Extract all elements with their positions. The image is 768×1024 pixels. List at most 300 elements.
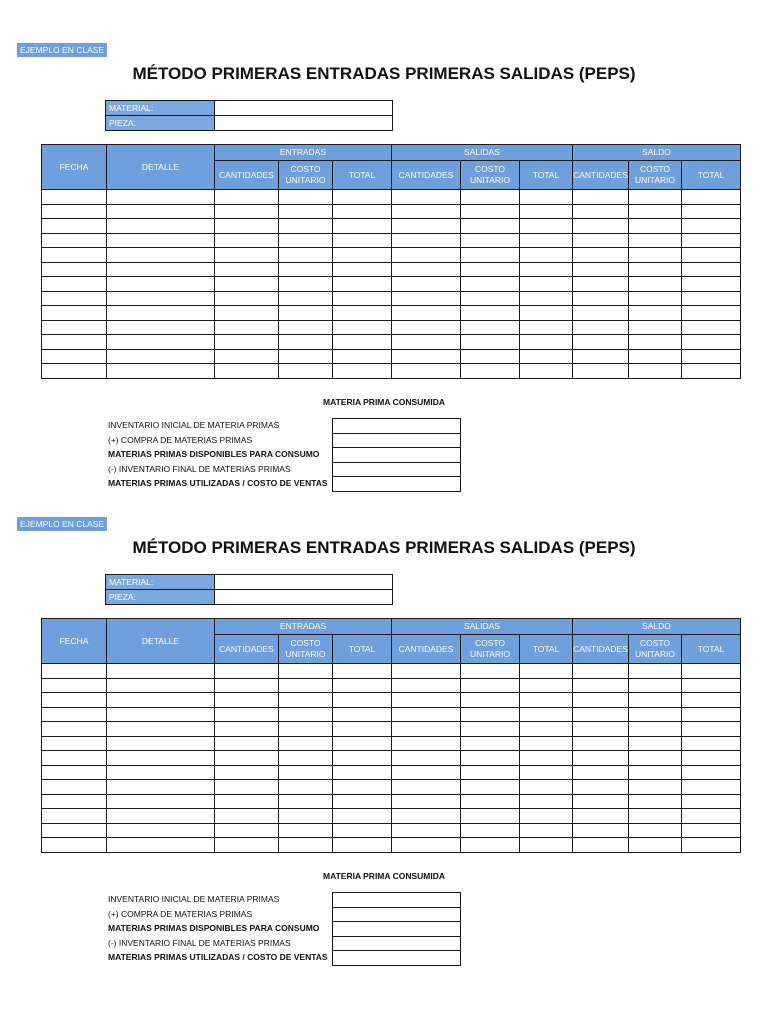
kardex-cell[interactable] — [333, 190, 392, 205]
kardex-cell[interactable] — [279, 364, 333, 379]
kardex-cell[interactable] — [215, 248, 279, 263]
kardex-cell[interactable] — [215, 349, 279, 364]
kardex-cell[interactable] — [279, 233, 333, 248]
kardex-cell[interactable] — [107, 794, 215, 809]
kardex-cell[interactable] — [279, 664, 333, 679]
kardex-cell[interactable] — [461, 751, 520, 766]
kardex-cell[interactable] — [682, 722, 741, 737]
kardex-cell[interactable] — [573, 349, 629, 364]
kardex-cell[interactable] — [629, 722, 682, 737]
kardex-cell[interactable] — [279, 349, 333, 364]
kardex-cell[interactable] — [215, 736, 279, 751]
kardex-cell[interactable] — [333, 707, 392, 722]
kardex-cell[interactable] — [392, 823, 461, 838]
kardex-cell[interactable] — [520, 809, 573, 824]
kardex-cell[interactable] — [629, 219, 682, 234]
kardex-cell[interactable] — [461, 736, 520, 751]
kardex-cell[interactable] — [42, 707, 107, 722]
kardex-cell[interactable] — [107, 364, 215, 379]
kardex-cell[interactable] — [215, 823, 279, 838]
kardex-cell[interactable] — [42, 306, 107, 321]
kardex-cell[interactable] — [629, 306, 682, 321]
kardex-cell[interactable] — [392, 838, 461, 853]
kardex-cell[interactable] — [279, 765, 333, 780]
kardex-cell[interactable] — [42, 364, 107, 379]
kardex-cell[interactable] — [629, 765, 682, 780]
kardex-cell[interactable] — [107, 678, 215, 693]
kardex-cell[interactable] — [333, 364, 392, 379]
kardex-cell[interactable] — [42, 190, 107, 205]
kardex-cell[interactable] — [520, 320, 573, 335]
kardex-cell[interactable] — [333, 823, 392, 838]
kardex-cell[interactable] — [573, 707, 629, 722]
kardex-cell[interactable] — [629, 277, 682, 292]
kardex-cell[interactable] — [333, 204, 392, 219]
pieza-input[interactable] — [215, 116, 393, 131]
kardex-cell[interactable] — [629, 291, 682, 306]
kardex-cell[interactable] — [392, 751, 461, 766]
kardex-cell[interactable] — [42, 233, 107, 248]
kardex-cell[interactable] — [461, 335, 520, 350]
kardex-cell[interactable] — [215, 838, 279, 853]
kardex-cell[interactable] — [520, 838, 573, 853]
kardex-cell[interactable] — [682, 809, 741, 824]
kardex-cell[interactable] — [392, 780, 461, 795]
kardex-cell[interactable] — [520, 219, 573, 234]
kardex-cell[interactable] — [333, 219, 392, 234]
kardex-cell[interactable] — [573, 765, 629, 780]
kardex-cell[interactable] — [682, 751, 741, 766]
kardex-cell[interactable] — [279, 335, 333, 350]
kardex-cell[interactable] — [42, 204, 107, 219]
kardex-cell[interactable] — [461, 794, 520, 809]
kardex-cell[interactable] — [520, 204, 573, 219]
kardex-cell[interactable] — [215, 335, 279, 350]
kardex-cell[interactable] — [279, 320, 333, 335]
kardex-cell[interactable] — [461, 823, 520, 838]
kardex-cell[interactable] — [520, 664, 573, 679]
kardex-cell[interactable] — [520, 823, 573, 838]
kardex-cell[interactable] — [629, 809, 682, 824]
kardex-cell[interactable] — [333, 736, 392, 751]
kardex-cell[interactable] — [333, 765, 392, 780]
kardex-cell[interactable] — [42, 722, 107, 737]
kardex-cell[interactable] — [279, 794, 333, 809]
kardex-cell[interactable] — [682, 277, 741, 292]
kardex-cell[interactable] — [629, 364, 682, 379]
kardex-cell[interactable] — [461, 693, 520, 708]
kardex-cell[interactable] — [461, 277, 520, 292]
kardex-cell[interactable] — [107, 219, 215, 234]
kardex-cell[interactable] — [107, 693, 215, 708]
kardex-cell[interactable] — [682, 248, 741, 263]
kardex-cell[interactable] — [520, 349, 573, 364]
kardex-cell[interactable] — [107, 335, 215, 350]
kardex-cell[interactable] — [629, 838, 682, 853]
kardex-cell[interactable] — [107, 736, 215, 751]
mpc-input-inventario-inicial[interactable] — [332, 418, 461, 434]
kardex-cell[interactable] — [682, 306, 741, 321]
kardex-cell[interactable] — [520, 335, 573, 350]
kardex-cell[interactable] — [682, 794, 741, 809]
kardex-cell[interactable] — [392, 794, 461, 809]
kardex-cell[interactable] — [573, 794, 629, 809]
kardex-cell[interactable] — [279, 291, 333, 306]
kardex-cell[interactable] — [682, 349, 741, 364]
mpc-input-disponibles[interactable] — [332, 921, 461, 937]
kardex-cell[interactable] — [42, 678, 107, 693]
kardex-cell[interactable] — [392, 320, 461, 335]
kardex-cell[interactable] — [333, 262, 392, 277]
kardex-cell[interactable] — [107, 248, 215, 263]
kardex-cell[interactable] — [629, 823, 682, 838]
kardex-cell[interactable] — [520, 765, 573, 780]
kardex-cell[interactable] — [573, 838, 629, 853]
kardex-cell[interactable] — [279, 190, 333, 205]
kardex-cell[interactable] — [279, 248, 333, 263]
kardex-cell[interactable] — [42, 248, 107, 263]
kardex-cell[interactable] — [461, 722, 520, 737]
kardex-cell[interactable] — [42, 262, 107, 277]
kardex-cell[interactable] — [629, 780, 682, 795]
material-input[interactable] — [215, 101, 393, 116]
kardex-cell[interactable] — [279, 262, 333, 277]
kardex-cell[interactable] — [629, 693, 682, 708]
kardex-cell[interactable] — [107, 262, 215, 277]
kardex-cell[interactable] — [682, 190, 741, 205]
kardex-cell[interactable] — [107, 306, 215, 321]
kardex-cell[interactable] — [461, 707, 520, 722]
kardex-cell[interactable] — [520, 693, 573, 708]
kardex-cell[interactable] — [682, 364, 741, 379]
kardex-cell[interactable] — [215, 262, 279, 277]
kardex-cell[interactable] — [573, 678, 629, 693]
kardex-cell[interactable] — [629, 751, 682, 766]
kardex-cell[interactable] — [573, 306, 629, 321]
kardex-cell[interactable] — [461, 349, 520, 364]
kardex-cell[interactable] — [42, 765, 107, 780]
kardex-cell[interactable] — [215, 277, 279, 292]
kardex-cell[interactable] — [520, 262, 573, 277]
kardex-cell[interactable] — [107, 809, 215, 824]
kardex-cell[interactable] — [215, 707, 279, 722]
kardex-cell[interactable] — [107, 838, 215, 853]
kardex-cell[interactable] — [392, 306, 461, 321]
kardex-cell[interactable] — [42, 809, 107, 824]
kardex-cell[interactable] — [520, 291, 573, 306]
kardex-cell[interactable] — [333, 664, 392, 679]
kardex-cell[interactable] — [682, 765, 741, 780]
kardex-cell[interactable] — [682, 233, 741, 248]
kardex-cell[interactable] — [279, 780, 333, 795]
kardex-cell[interactable] — [333, 794, 392, 809]
kardex-cell[interactable] — [520, 306, 573, 321]
kardex-cell[interactable] — [107, 707, 215, 722]
kardex-cell[interactable] — [392, 765, 461, 780]
kardex-cell[interactable] — [520, 794, 573, 809]
kardex-cell[interactable] — [461, 262, 520, 277]
kardex-cell[interactable] — [392, 277, 461, 292]
kardex-cell[interactable] — [629, 349, 682, 364]
kardex-cell[interactable] — [279, 722, 333, 737]
kardex-cell[interactable] — [461, 320, 520, 335]
kardex-cell[interactable] — [629, 204, 682, 219]
kardex-cell[interactable] — [629, 707, 682, 722]
kardex-cell[interactable] — [107, 277, 215, 292]
kardex-cell[interactable] — [629, 233, 682, 248]
kardex-cell[interactable] — [215, 320, 279, 335]
kardex-cell[interactable] — [215, 291, 279, 306]
kardex-cell[interactable] — [629, 736, 682, 751]
kardex-cell[interactable] — [107, 722, 215, 737]
kardex-cell[interactable] — [392, 364, 461, 379]
kardex-cell[interactable] — [461, 248, 520, 263]
kardex-cell[interactable] — [107, 765, 215, 780]
kardex-cell[interactable] — [42, 780, 107, 795]
kardex-cell[interactable] — [215, 664, 279, 679]
kardex-cell[interactable] — [682, 707, 741, 722]
kardex-cell[interactable] — [573, 262, 629, 277]
kardex-cell[interactable] — [215, 780, 279, 795]
kardex-cell[interactable] — [682, 262, 741, 277]
kardex-cell[interactable] — [392, 233, 461, 248]
kardex-cell[interactable] — [461, 678, 520, 693]
kardex-cell[interactable] — [392, 335, 461, 350]
kardex-cell[interactable] — [573, 204, 629, 219]
kardex-cell[interactable] — [42, 838, 107, 853]
kardex-cell[interactable] — [520, 277, 573, 292]
kardex-cell[interactable] — [333, 678, 392, 693]
kardex-cell[interactable] — [215, 306, 279, 321]
kardex-cell[interactable] — [333, 335, 392, 350]
kardex-cell[interactable] — [333, 722, 392, 737]
kardex-cell[interactable] — [573, 219, 629, 234]
kardex-cell[interactable] — [682, 204, 741, 219]
kardex-cell[interactable] — [573, 722, 629, 737]
kardex-cell[interactable] — [333, 291, 392, 306]
kardex-cell[interactable] — [279, 823, 333, 838]
kardex-cell[interactable] — [392, 262, 461, 277]
kardex-cell[interactable] — [573, 190, 629, 205]
kardex-cell[interactable] — [107, 204, 215, 219]
kardex-cell[interactable] — [573, 736, 629, 751]
kardex-cell[interactable] — [279, 678, 333, 693]
kardex-cell[interactable] — [392, 190, 461, 205]
kardex-cell[interactable] — [629, 678, 682, 693]
kardex-cell[interactable] — [392, 219, 461, 234]
kardex-cell[interactable] — [392, 664, 461, 679]
kardex-cell[interactable] — [682, 291, 741, 306]
kardex-cell[interactable] — [215, 751, 279, 766]
kardex-cell[interactable] — [461, 233, 520, 248]
kardex-cell[interactable] — [279, 219, 333, 234]
kardex-cell[interactable] — [392, 678, 461, 693]
kardex-cell[interactable] — [573, 664, 629, 679]
kardex-cell[interactable] — [215, 190, 279, 205]
pieza-input[interactable] — [215, 590, 393, 605]
kardex-cell[interactable] — [573, 823, 629, 838]
kardex-cell[interactable] — [461, 664, 520, 679]
kardex-cell[interactable] — [42, 751, 107, 766]
kardex-cell[interactable] — [107, 291, 215, 306]
kardex-cell[interactable] — [682, 320, 741, 335]
kardex-cell[interactable] — [520, 751, 573, 766]
kardex-cell[interactable] — [279, 204, 333, 219]
kardex-cell[interactable] — [461, 204, 520, 219]
kardex-cell[interactable] — [333, 233, 392, 248]
kardex-cell[interactable] — [279, 838, 333, 853]
kardex-cell[interactable] — [215, 809, 279, 824]
kardex-cell[interactable] — [682, 335, 741, 350]
kardex-cell[interactable] — [573, 364, 629, 379]
kardex-cell[interactable] — [573, 248, 629, 263]
kardex-cell[interactable] — [682, 780, 741, 795]
mpc-input-inventario-inicial[interactable] — [332, 892, 461, 908]
kardex-cell[interactable] — [392, 248, 461, 263]
kardex-cell[interactable] — [279, 277, 333, 292]
kardex-cell[interactable] — [461, 809, 520, 824]
kardex-cell[interactable] — [392, 204, 461, 219]
kardex-cell[interactable] — [279, 693, 333, 708]
kardex-cell[interactable] — [279, 707, 333, 722]
kardex-cell[interactable] — [42, 823, 107, 838]
kardex-cell[interactable] — [629, 664, 682, 679]
kardex-cell[interactable] — [520, 248, 573, 263]
kardex-cell[interactable] — [42, 794, 107, 809]
kardex-cell[interactable] — [573, 693, 629, 708]
kardex-cell[interactable] — [333, 693, 392, 708]
kardex-cell[interactable] — [573, 277, 629, 292]
kardex-cell[interactable] — [682, 736, 741, 751]
kardex-cell[interactable] — [42, 291, 107, 306]
kardex-cell[interactable] — [573, 335, 629, 350]
kardex-cell[interactable] — [629, 190, 682, 205]
kardex-cell[interactable] — [520, 233, 573, 248]
kardex-cell[interactable] — [392, 349, 461, 364]
kardex-cell[interactable] — [573, 320, 629, 335]
kardex-cell[interactable] — [629, 335, 682, 350]
mpc-input-compra[interactable] — [332, 907, 461, 923]
mpc-input-utilizadas[interactable] — [332, 476, 461, 492]
kardex-cell[interactable] — [629, 262, 682, 277]
kardex-cell[interactable] — [333, 780, 392, 795]
kardex-cell[interactable] — [333, 349, 392, 364]
kardex-cell[interactable] — [573, 751, 629, 766]
kardex-cell[interactable] — [333, 751, 392, 766]
kardex-cell[interactable] — [107, 233, 215, 248]
kardex-cell[interactable] — [461, 190, 520, 205]
kardex-cell[interactable] — [107, 320, 215, 335]
kardex-cell[interactable] — [215, 693, 279, 708]
kardex-cell[interactable] — [42, 736, 107, 751]
kardex-cell[interactable] — [42, 664, 107, 679]
kardex-cell[interactable] — [392, 809, 461, 824]
kardex-cell[interactable] — [629, 794, 682, 809]
kardex-cell[interactable] — [107, 190, 215, 205]
kardex-cell[interactable] — [573, 291, 629, 306]
kardex-cell[interactable] — [520, 780, 573, 795]
kardex-cell[interactable] — [279, 736, 333, 751]
kardex-cell[interactable] — [682, 664, 741, 679]
mpc-input-compra[interactable] — [332, 433, 461, 449]
kardex-cell[interactable] — [215, 765, 279, 780]
kardex-cell[interactable] — [333, 306, 392, 321]
kardex-cell[interactable] — [520, 736, 573, 751]
kardex-cell[interactable] — [461, 219, 520, 234]
kardex-cell[interactable] — [215, 233, 279, 248]
kardex-cell[interactable] — [520, 678, 573, 693]
kardex-cell[interactable] — [573, 809, 629, 824]
kardex-cell[interactable] — [573, 780, 629, 795]
kardex-cell[interactable] — [629, 320, 682, 335]
mpc-input-inventario-final[interactable] — [332, 462, 461, 478]
mpc-input-disponibles[interactable] — [332, 447, 461, 463]
kardex-cell[interactable] — [107, 780, 215, 795]
kardex-cell[interactable] — [279, 306, 333, 321]
kardex-cell[interactable] — [333, 809, 392, 824]
kardex-cell[interactable] — [520, 707, 573, 722]
kardex-cell[interactable] — [461, 780, 520, 795]
kardex-cell[interactable] — [520, 364, 573, 379]
kardex-cell[interactable] — [629, 248, 682, 263]
kardex-cell[interactable] — [461, 291, 520, 306]
kardex-cell[interactable] — [520, 722, 573, 737]
kardex-cell[interactable] — [107, 349, 215, 364]
mpc-input-utilizadas[interactable] — [332, 950, 461, 966]
kardex-cell[interactable] — [107, 664, 215, 679]
kardex-cell[interactable] — [392, 707, 461, 722]
kardex-cell[interactable] — [215, 204, 279, 219]
kardex-cell[interactable] — [392, 736, 461, 751]
kardex-cell[interactable] — [279, 751, 333, 766]
kardex-cell[interactable] — [333, 320, 392, 335]
kardex-cell[interactable] — [392, 693, 461, 708]
kardex-cell[interactable] — [392, 722, 461, 737]
kardex-cell[interactable] — [573, 233, 629, 248]
kardex-cell[interactable] — [107, 823, 215, 838]
kardex-cell[interactable] — [520, 190, 573, 205]
kardex-cell[interactable] — [392, 291, 461, 306]
material-input[interactable] — [215, 575, 393, 590]
kardex-cell[interactable] — [461, 765, 520, 780]
kardex-cell[interactable] — [333, 248, 392, 263]
kardex-cell[interactable] — [107, 751, 215, 766]
kardex-cell[interactable] — [215, 364, 279, 379]
kardex-cell[interactable] — [279, 809, 333, 824]
kardex-cell[interactable] — [42, 349, 107, 364]
kardex-cell[interactable] — [42, 219, 107, 234]
kardex-cell[interactable] — [461, 364, 520, 379]
kardex-cell[interactable] — [682, 219, 741, 234]
kardex-cell[interactable] — [42, 320, 107, 335]
kardex-cell[interactable] — [42, 693, 107, 708]
mpc-input-inventario-final[interactable] — [332, 936, 461, 952]
kardex-cell[interactable] — [215, 794, 279, 809]
kardex-cell[interactable] — [682, 693, 741, 708]
kardex-cell[interactable] — [682, 838, 741, 853]
kardex-cell[interactable] — [461, 306, 520, 321]
kardex-cell[interactable] — [333, 277, 392, 292]
kardex-cell[interactable] — [461, 838, 520, 853]
kardex-cell[interactable] — [42, 277, 107, 292]
kardex-cell[interactable] — [682, 678, 741, 693]
kardex-cell[interactable] — [215, 678, 279, 693]
kardex-cell[interactable] — [215, 722, 279, 737]
kardex-cell[interactable] — [333, 838, 392, 853]
kardex-cell[interactable] — [682, 823, 741, 838]
kardex-cell[interactable] — [215, 219, 279, 234]
kardex-cell[interactable] — [42, 335, 107, 350]
